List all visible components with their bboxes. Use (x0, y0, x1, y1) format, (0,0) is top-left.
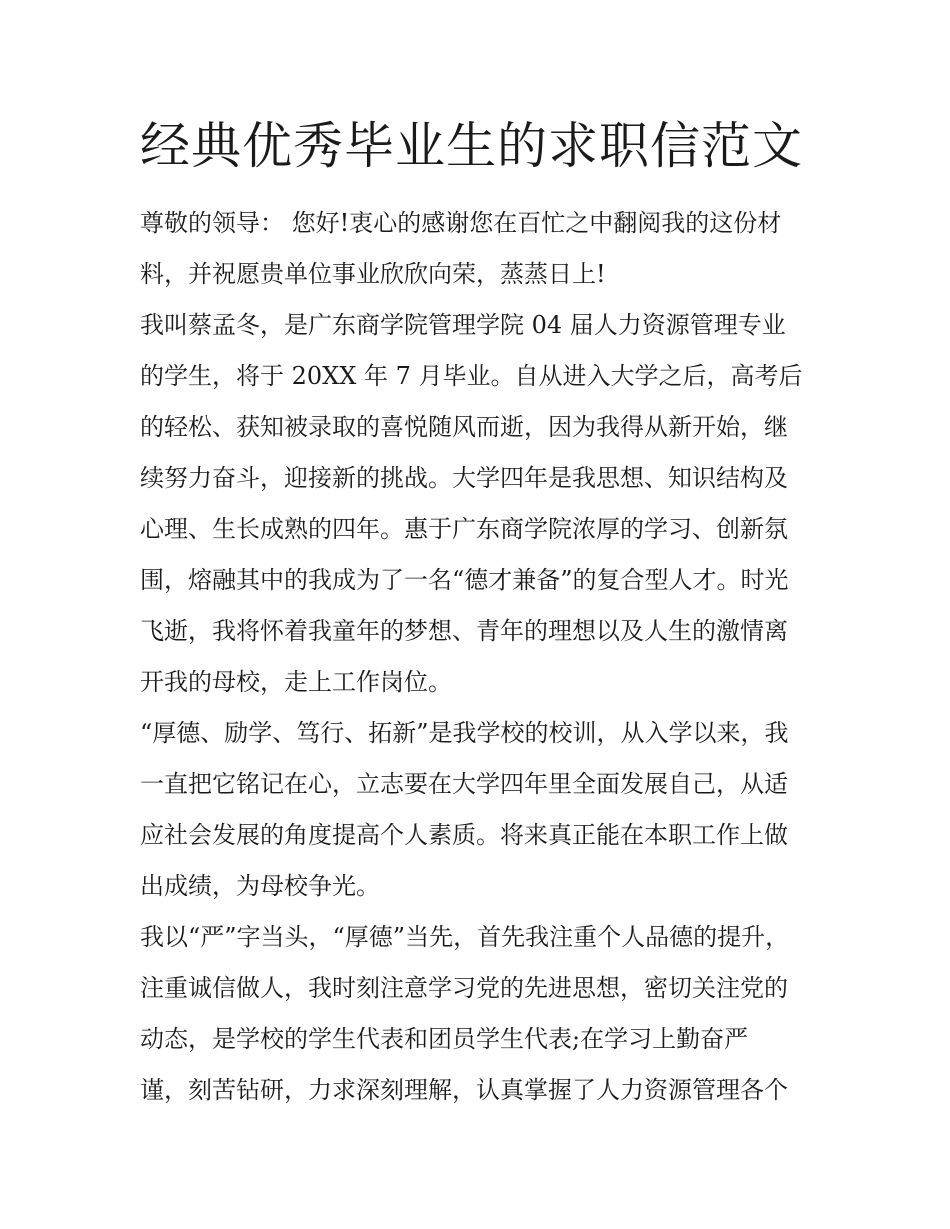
text-line: 续努力奋斗，迎接新的挑战。大学四年是我思想、知识结构及 (140, 464, 788, 492)
text-line: 一直把它铭记在心，立志要在大学四年里全面发展自己，从适 (140, 770, 788, 798)
text-line: 的轻松、获知被录取的喜悦随风而逝，因为我得从新开始，继 (140, 413, 788, 441)
text-line: “厚德、励学、笃行、拓新”是我学校的校训，从入学以来，我 (140, 719, 789, 747)
text-line: 动态，是学校的学生代表和团员学生代表;在学习上勤奋严 (140, 1025, 749, 1053)
text-line: 我叫蔡孟冬，是广东商学院管理学院 04 届人力资源管理专业 (140, 311, 786, 339)
text-line: 尊敬的领导： 您好!衷心的感谢您在百忙之中翻阅我的这份材 (140, 209, 782, 237)
text-line: 飞逝，我将怀着我童年的梦想、青年的理想以及人生的激情离 (140, 617, 788, 645)
text-line: 出成绩，为母校争光。 (140, 872, 380, 900)
text-line: 应社会发展的角度提高个人素质。将来真正能在本职工作上做 (140, 821, 788, 849)
text-line: 围，熔融其中的我成为了一名“德才兼备”的复合型人才。时光 (140, 566, 789, 594)
document-body (140, 198, 820, 1116)
text-line: 心理、生长成熟的四年。惠于广东商学院浓厚的学习、创新氛 (140, 515, 788, 543)
text-line: 开我的母校，走上工作岗位。 (140, 668, 452, 696)
text-line: 谨，刻苦钻研，力求深刻理解，认真掌握了人力资源管理各个 (140, 1076, 788, 1104)
text-line: 我以“严”字当头，“厚德”当先，首先我注重个人品德的提升， (140, 923, 790, 951)
text-line: 料，并祝愿贵单位事业欣欣向荣，蒸蒸日上! (140, 260, 606, 288)
document-title: 经典优秀毕业生的求职信范文 (140, 117, 803, 175)
text-line: 的学生，将于 20XX 年 7 月毕业。自从进入大学之后，高考后 (140, 362, 803, 390)
text-line: 注重诚信做人，我时刻注意学习党的先进思想，密切关注党的 (140, 974, 788, 1002)
